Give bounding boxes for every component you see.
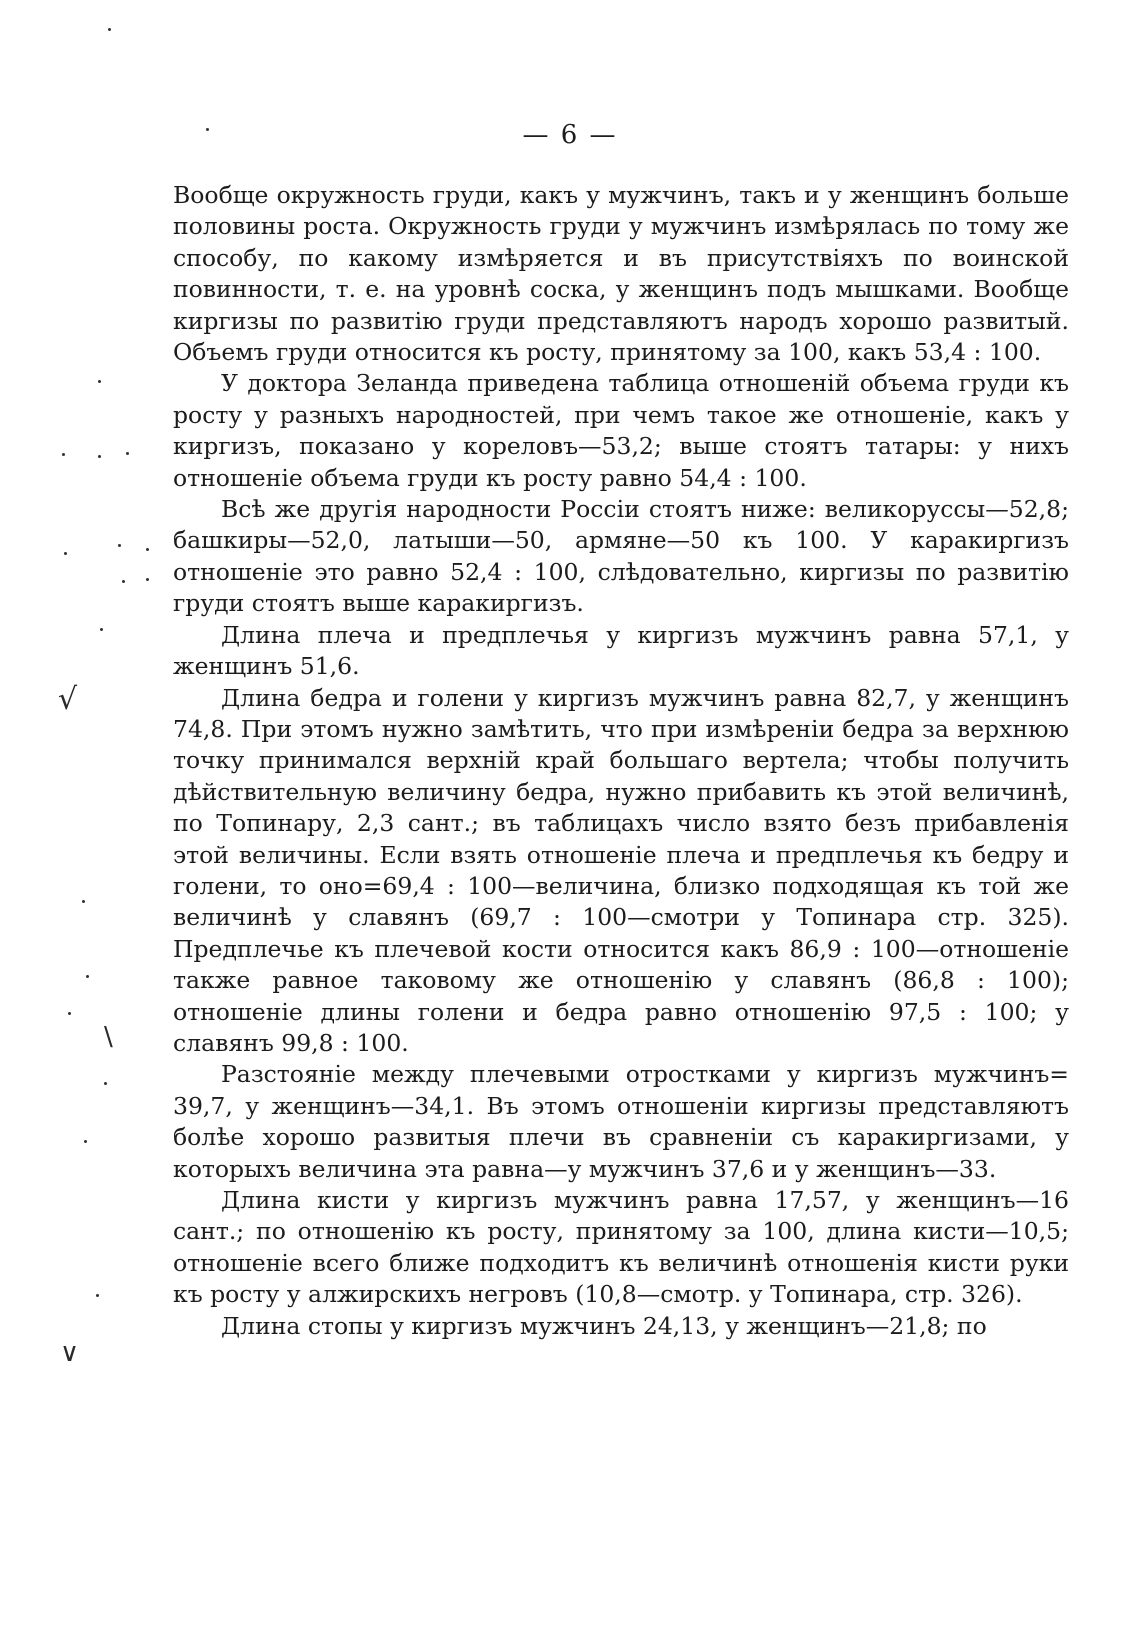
scan-speck [98,380,101,383]
paragraph-7: Длина кисти у киргизъ мужчинъ равна 17,57, у женщинъ—16 сант.; по отношенію къ росту, принятому за 100, длина кисти—10,5; отношеніе всего ближе подходитъ къ величинѣ отношенія кисти руки къ росту у алжирскихъ негровъ (10,8—смотр. у Топинара, стр. 326). [173,1186,1069,1309]
text-body [173,180,1069,1342]
scan-speck [104,1082,107,1085]
scan-speck [64,552,67,555]
scan-speck [62,453,65,456]
scan-speck [108,28,111,31]
paragraph-8: Длина стопы у киргизъ мужчинъ 24,13, у женщинъ—21,8; по [221,1311,987,1340]
scan-speck [100,628,103,631]
scan-speck [98,455,101,458]
scan-speck [84,1140,87,1143]
margin-slash-mark: \ [104,1022,113,1052]
paragraph-2: У доктора Зеланда приведена таблица отношеній объема груди къ росту у разныхъ народностей, при чемъ такое же отношеніе, какъ у киргизъ, показано у кореловъ—53,2; выше стоятъ татары: у нихъ отношеніе объема груди къ росту равно 54,4 : 100. [173,369,1069,492]
paragraph-5: Длина бедра и голени у киргизъ мужчинъ равна 82,7, у женщинъ 74,8. При этомъ нужно замѣтить, что при измѣреніи бедра за верхнюю точку принимался верхній край большаго вертела; чтобы получить дѣйствительную величину бедра, нужно прибавить къ этой величинѣ, по Топинару, 2,3 сант.; въ таблицахъ число взято безъ прибавленія этой величины. Если взять отношеніе плеча и предплечья къ бедру и голени, то оно=69,4 : 100—величина, близко подходящая къ той же величинѣ у славянъ (69,7 : 100—смотри у Топинара стр. 325). Предплечье къ плечевой кости относится какъ 86,9 : 100—отношеніе также равное таковому же отношенію у славянъ (86,8 : 100); отношеніе длины голени и бедра равно отношенію 97,5 : 100; у славянъ 99,8 : 100. [173,683,1069,1057]
scan-speck [146,578,149,581]
scan-speck [86,975,89,978]
margin-check-mark: √ [58,682,78,717]
scan-speck [122,580,125,583]
scan-speck [96,1294,99,1297]
paragraph-6: Разстояніе между плечевыми отростками у киргизъ мужчинъ= 39,7, у женщинъ—34,1. Въ этомъ отношеніи киргизы представляютъ болѣе хорошо развитыя плечи въ сравненіи съ каракиргизами, у которыхъ величина эта равна—у мужчинъ 37,6 и у женщинъ—33. [173,1060,1069,1183]
scan-speck [68,1012,71,1015]
paragraph-3: Всѣ же другія народности Россіи стоятъ ниже: великоруссы—52,8; башкиры—52,0, латыши—50, армяне—50 къ 100. У каракиргизъ отношеніе это равно 52,4 : 100, слѣдовательно, киргизы по развитію груди стоятъ выше каракиргизъ. [173,495,1069,618]
scan-speck [206,128,209,131]
scan-speck [82,900,85,903]
scan-speck [118,544,121,547]
paragraph-4: Длина плеча и предплечья у киргизъ мужчинъ равна 57,1, у женщинъ 51,6. [173,620,1069,681]
page-number: — 6 — [522,120,618,150]
scan-speck [146,548,149,551]
margin-v-mark: ∨ [60,1338,80,1368]
scan-speck [126,452,129,455]
paragraph-1: Вообще окружность груди, какъ у мужчинъ, такъ и у женщинъ больше половины роста. Окружность груди у мужчинъ измѣрялась по тому же способу, по какому измѣряется и въ присутствіяхъ по воинской повинности, т. е. на уровнѣ соска, у женщинъ подъ мышками. Вообще киргизы по развитію груди представляютъ народъ хорошо развитый. Объемъ груди относится къ росту, принятому за 100, какъ 53,4 : 100. [173,181,1069,367]
